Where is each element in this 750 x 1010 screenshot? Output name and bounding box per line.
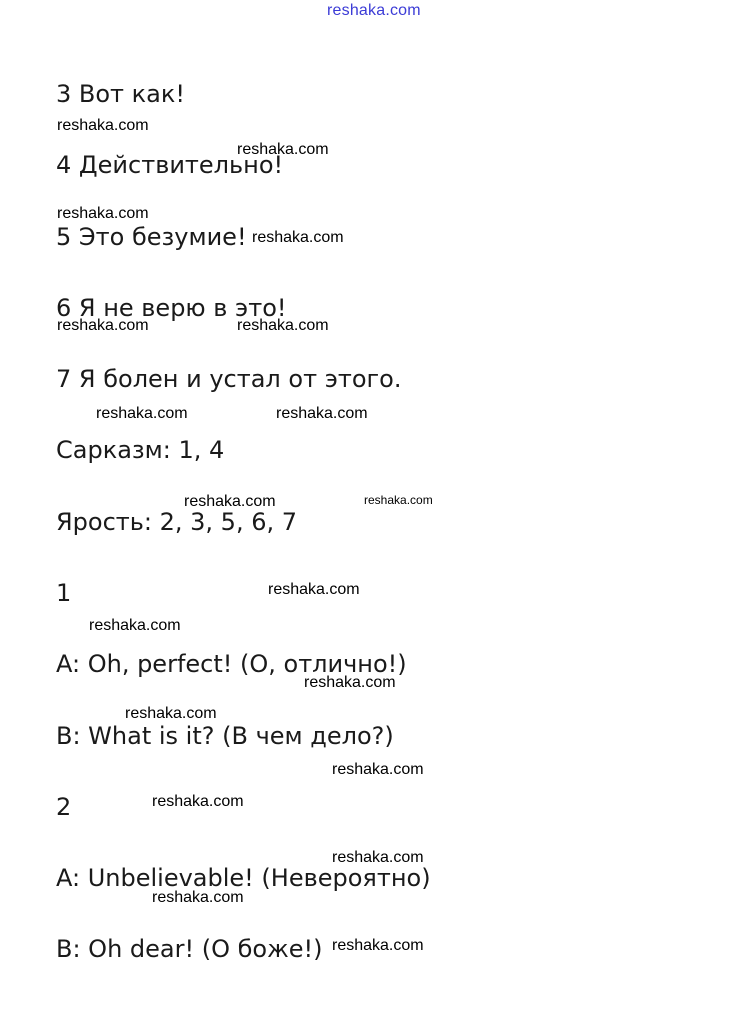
line-5-answer: 5 Это безумие! bbox=[56, 223, 247, 251]
watermark: reshaka.com bbox=[89, 617, 181, 634]
dialogue-1-number: 1 bbox=[56, 579, 72, 607]
watermark-top: reshaka.com bbox=[327, 2, 421, 19]
line-7-answer: 7 Я болен и устал от этого. bbox=[56, 365, 402, 393]
line-6-answer: 6 Я не верю в это! bbox=[56, 294, 287, 322]
watermark: reshaka.com bbox=[237, 317, 329, 334]
watermark: reshaka.com bbox=[268, 581, 360, 598]
dialogue-2-line-a: A: Unbelievable! (Невероятно) bbox=[56, 864, 431, 892]
watermark: reshaka.com bbox=[304, 674, 396, 691]
dialogue-1-line-b: B: What is it? (В чем дело?) bbox=[56, 722, 394, 750]
dialogue-2-number: 2 bbox=[56, 793, 72, 821]
watermark: reshaka.com bbox=[332, 761, 424, 778]
watermark: reshaka.com bbox=[252, 229, 344, 246]
dialogue-2-line-b: B: Oh dear! (О боже!) bbox=[56, 935, 323, 963]
rage-line: Ярость: 2, 3, 5, 6, 7 bbox=[56, 508, 298, 536]
watermark: reshaka.com bbox=[332, 937, 424, 954]
watermark: reshaka.com bbox=[364, 493, 433, 507]
watermark: reshaka.com bbox=[57, 317, 149, 334]
line-3-answer: 3 Вот как! bbox=[56, 80, 185, 108]
watermark: reshaka.com bbox=[332, 849, 424, 866]
dialogue-1-line-a: A: Oh, perfect! (О, отлично!) bbox=[56, 650, 407, 678]
watermark: reshaka.com bbox=[237, 141, 329, 158]
watermark: reshaka.com bbox=[57, 205, 149, 222]
watermark: reshaka.com bbox=[152, 889, 244, 906]
watermark: reshaka.com bbox=[276, 405, 368, 422]
watermark: reshaka.com bbox=[184, 493, 276, 510]
watermark: reshaka.com bbox=[96, 405, 188, 422]
line-4-answer: 4 Действительно! bbox=[56, 151, 284, 179]
watermark: reshaka.com bbox=[152, 793, 244, 810]
sarcasm-line: Сарказм: 1, 4 bbox=[56, 436, 225, 464]
watermark: reshaka.com bbox=[125, 705, 217, 722]
watermark: reshaka.com bbox=[57, 117, 149, 134]
